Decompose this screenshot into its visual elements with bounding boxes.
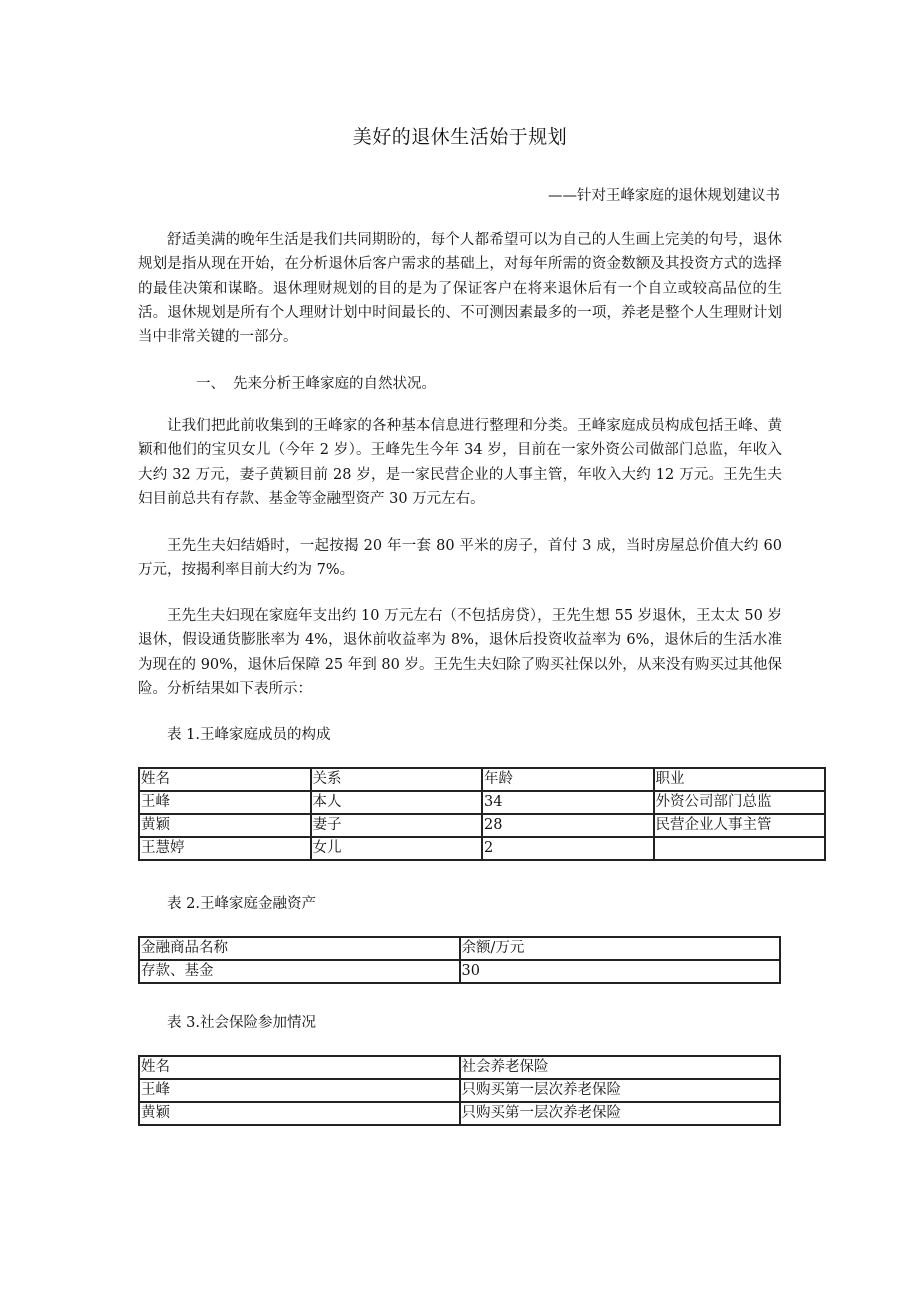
table-header-row [139, 937, 780, 960]
table-row [139, 837, 825, 860]
table-cell: 34 [482, 791, 654, 814]
family-info-paragraph: 让我们把此前收集到的王峰家的各种基本信息进行整理和分类。王峰家庭成员构成包括王峰、黄颖和他们的宝贝女儿（今年 2 岁）。王峰先生今年 34 岁，目前在一家外资公司做部门总监，年收入大约 32 万元，妻子黄颖目前 28 岁，是一家民营企业的人事主管，年收入大约 12 万元。王先生夫妇目前总共有存款、基金等金融型资产 30 万元左右。 [138, 418, 782, 507]
table-row [139, 1079, 780, 1102]
header-cell: 金融商品名称 [139, 937, 460, 960]
table-cell: 王慧婷 [139, 837, 311, 860]
table-header-row [139, 768, 825, 791]
table-cell: 王峰 [139, 1079, 460, 1102]
table-cell: 黄颖 [139, 814, 311, 837]
header-cell: 关系 [311, 768, 483, 791]
table-header-row [139, 1056, 780, 1079]
header-cell: 姓名 [139, 768, 311, 791]
financial-assets-table [138, 936, 781, 984]
table-cell: 女儿 [311, 837, 483, 860]
page-subtitle: ——针对王峰家庭的退休规划建议书 [548, 188, 780, 204]
page-title: 美好的退休生活始于规划 [352, 126, 568, 148]
table-cell: 黄颖 [139, 1102, 460, 1125]
header-cell: 职业 [654, 768, 826, 791]
section-number: 一、 [196, 376, 225, 392]
table-cell: 30 [460, 960, 781, 983]
assumptions-paragraph: 王先生夫妇现在家庭年支出约 10 万元左右（不包括房贷），王先生想 55 岁退休，王太太 50 岁退休，假设通货膨胀率为 4%，退休前收益率为 8%，退休后投资收益率为 6%，退休后的生活水准为现在的 90%，退休后保障 25 年到 80 岁。王先生夫妇除了购买社保以外，从来没有购买过其他保险。分析结果如下表所示： [138, 608, 782, 697]
header-cell: 社会养老保险 [460, 1056, 781, 1079]
social-insurance-table [138, 1055, 781, 1126]
table-cell: 只购买第一层次养老保险 [460, 1102, 781, 1125]
table3-caption: 表 3.社会保险参加情况 [167, 1015, 316, 1031]
table-row [139, 814, 825, 837]
table-cell: 外资公司部门总监 [654, 791, 826, 814]
table-cell: 王峰 [139, 791, 311, 814]
table-row [139, 960, 780, 983]
table-cell: 只购买第一层次养老保险 [460, 1079, 781, 1102]
table-row [139, 1102, 780, 1125]
intro-paragraph: 舒适美满的晚年生活是我们共同期盼的，每个人都希望可以为自己的人生画上完美的句号，退休规划是指从现在开始，在分析退休后客户需求的基础上，对每年所需的资金数额及其投资方式的选择的最佳决策和谋略。退休理财规划的目的是为了保证客户在将来退休后有一个自立或较高品位的生活。退休规划是所有个人理财计划中时间最长的、不可测因素最多的一项，养老是整个人生理财计划当中非常关键的一部分。 [138, 232, 782, 346]
table-cell: 2 [482, 837, 654, 860]
table-cell: 民营企业人事主管 [654, 814, 826, 837]
header-cell: 年龄 [482, 768, 654, 791]
header-cell: 姓名 [139, 1056, 460, 1079]
section-title: 先来分析王峰家庭的自然状况。 [233, 376, 436, 392]
table1-caption: 表 1.王峰家庭成员的构成 [167, 727, 331, 743]
table-cell: 存款、基金 [139, 960, 460, 983]
table-row [139, 791, 825, 814]
table-cell: 本人 [311, 791, 483, 814]
table-cell [654, 837, 826, 860]
header-cell: 余额/万元 [460, 937, 781, 960]
section-heading [138, 372, 436, 393]
table-cell: 妻子 [311, 814, 483, 837]
table2-caption: 表 2.王峰家庭金融资产 [167, 896, 316, 912]
table-cell: 28 [482, 814, 654, 837]
mortgage-paragraph: 王先生夫妇结婚时，一起按揭 20 年一套 80 平米的房子，首付 3 成，当时房屋总价值大约 60 万元，按揭利率目前大约为 7%。 [138, 538, 782, 579]
family-members-table [138, 767, 826, 861]
